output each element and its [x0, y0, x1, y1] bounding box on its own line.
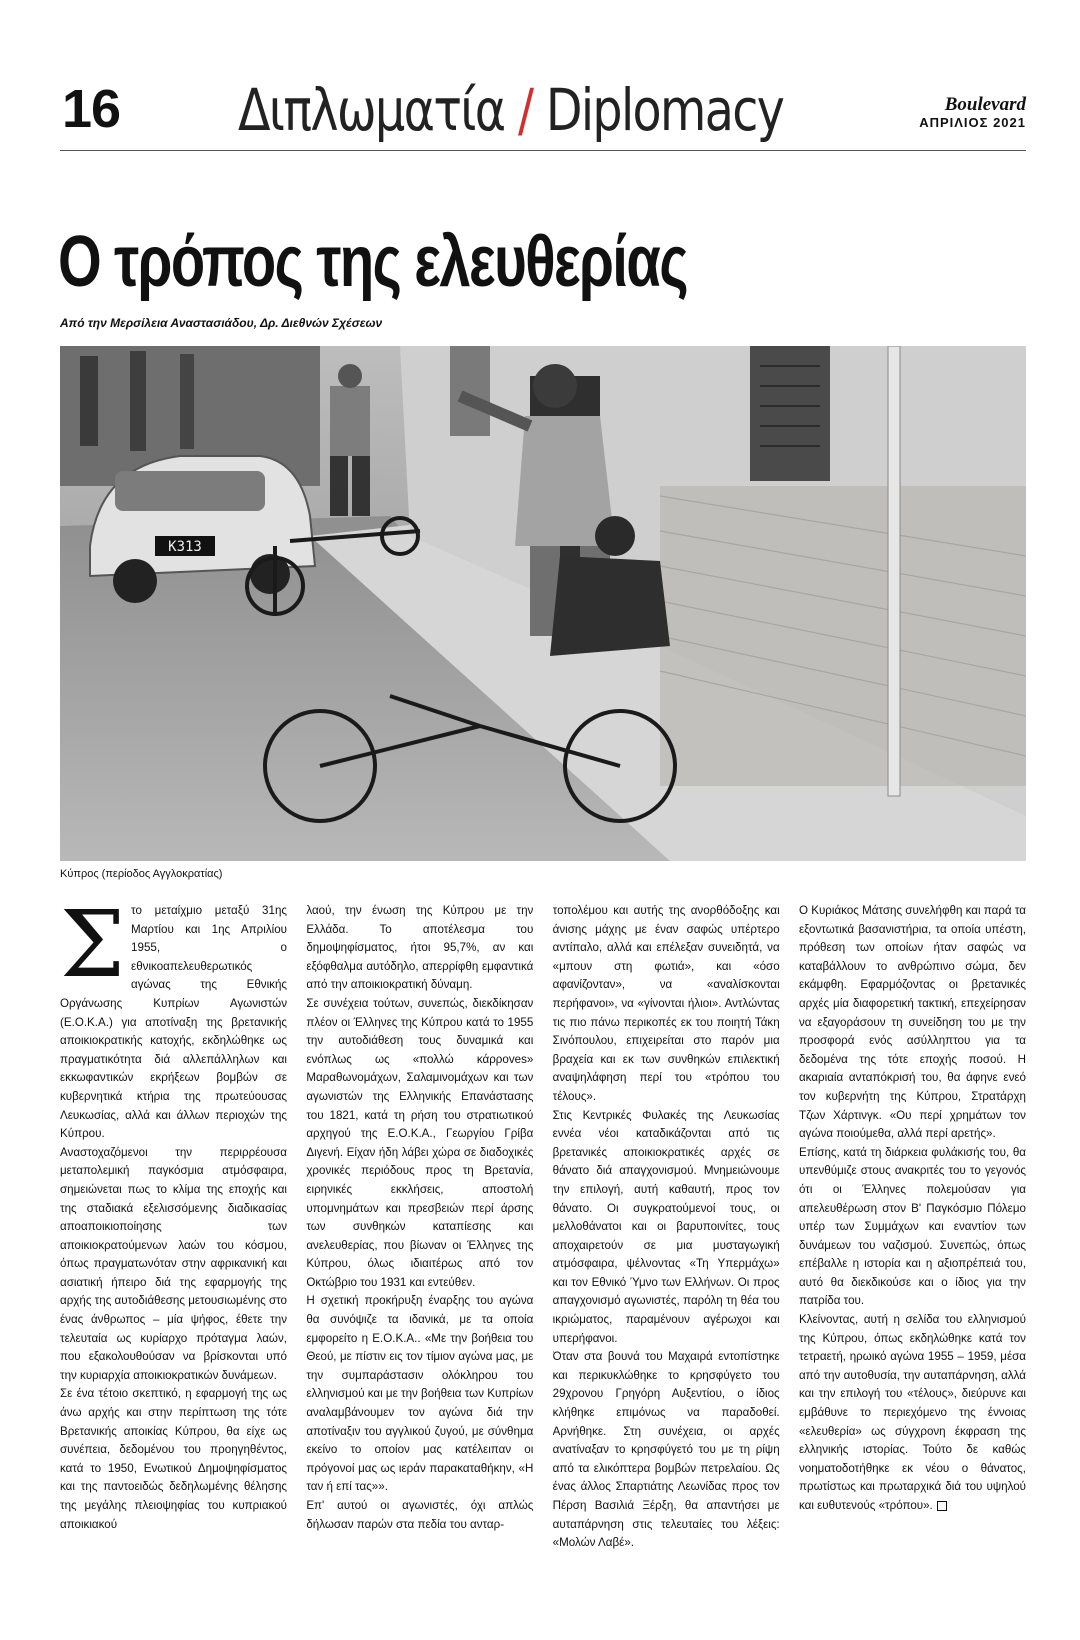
paragraph-text: Κλείνοντας, αυτή η σελίδα του ελληνισμού της Κύπρου, όπως εκδηλώθηκε κατά τον τετραετή, ηρωικό αγώνα 1955 – 1959, μέσα από την αυτοθυσία, την αυταπάρνηση, αλλά και την επιλογή του «τέλους», διεύρυνε και εμβάθυνε το περιεχόμενο της έννοιας «ελευθερία» ως σύγχρονη έκφραση της ελληνικής ιστορίας. Τούτο δε καθώς νοηματοδοτήθηκε εκ νέου ο θάνατος, πρωτίστως και πρωταρχικά διά του υψηλού και ευθυτενούς «τρόπου». [798, 1313, 1026, 1512]
paragraph: Σε ένα τέτοιο σκεπτικό, η εφαρμογή της ως άνω αρχής και στην περίπτωση της τότε Βρετανικής αποικίας Κύπρου, θα είχε ως συνέπεια, δεδομένου του προηγηθέντος, κατά το 1950, Ενωτικού Δημοψηφίσματος και της παντοειδώς δεδηλωμένης θέλησης της μεγάλης πλειοψηφίας του κυπριακού αποικιακού [60, 1387, 287, 1531]
paragraph [799, 1311, 1026, 1516]
paragraph: Σε συνέχεια τούτων, συνεπώς, διεκδίκησαν πλέον οι Έλληνες της Κύπρου κατά το 1955 την αυτοδιάθεση τους δυναμικά και ενόπλως ως «πολλώ κάρροves» Μαραθωνομάχων, Σαλαμινομάχων και των αγωνιστών της Ελληνικής Επανάστασης του 1821, κατά τη ρήση του στρατιωτικού αρχηγού της Ε.Ο.Κ.Α., Γεωργίου Γρίβα Διγενή. Είχαν ήδη λάβει χώρα σε διαδοχικές χρονικές περιόδους προς τη Βρετανία, ειρηνικές εκκλήσεις, αποστολή υπομνημάτων και πρεσβειών περί άρσης των συνθηκών καταπίεσης και ανελευθερίας, που βίωναν οι Έλληνες της Κύπρου, όλως ιδιαιτέρως από τον Οκτώβριο του 1931 και εντεύθεν. [306, 996, 534, 1289]
paragraph: Όταν στα βουνά του Μαχαιρά εντοπίστηκε και περικυκλώθηκε το κρησφύγετο του 29χρονου Γρηγόρη Αυξεντίου, ο ίδιος κλήθηκε επιμόνως να παραδοθεί. Αρνήθηκε. Στη συνέχεια, οι αρχές ανατίναξαν το κρησφύγετό του με τη ρίψη από τα ελικόπτερα βομβών πετρελαίου. Ως ένας άλλος Σπαρτιάτης Λεωνίδας προς τον Πέρση Βασιλιά Ξέρξη, θα απαντήσει με αυταπάρνηση στις τελευταίες του λέξεις: «Μολών Λαβέ». [552, 1350, 780, 1550]
article-column-4 [799, 902, 1026, 1612]
article-photo [60, 346, 1026, 861]
article-byline: Από την Μερσίλεια Αναστασιάδου, Δρ. Διεθνών Σχέσεων [60, 316, 383, 330]
article-column-3 [553, 902, 780, 1612]
section-title-greek: Διπλωματία [238, 76, 505, 144]
end-mark-icon [937, 1501, 947, 1511]
publication-brand [919, 95, 1026, 131]
article-headline: Ο τρόπος της ελευθερίας [58, 222, 687, 302]
section-header [238, 76, 783, 144]
brand-logo: Boulevard [944, 94, 1026, 115]
license-plate: K313 [168, 539, 202, 555]
page-number: 16 [62, 79, 121, 139]
paragraph: Επ' αυτού οι αγωνιστές, όχι απλώς δήλωσαν παρών στα πεδία του ανταρ- [306, 1499, 534, 1531]
section-title-english: Diplomacy [545, 76, 784, 144]
paragraph: λαού, την ένωση της Κύπρου με την Ελλάδα. Το αποτέλεσμα του δημοψηφίσματος, ήτοι 95,7%, αν και εξόφθαλμα αυτόδηλο, απερρίφθη εμφαντικά από την αποικιοκρατική δύναμη. [306, 904, 534, 992]
photo-illustration [60, 346, 1026, 861]
paragraph: Στις Κεντρικές Φυλακές της Λευκωσίας εννέα νέοι καταδικάζονται από τις βρετανικές αποικιοκρατικές αρχές σε θάνατο διά απαγχονισμού. Μνημειώνουμε την επιλογή, αυτή καθαυτή, προς τον θάνατο. Οι συγκρατούμενοί τους, οι μελλοθάνατοι και οι βαρυποινίτες, τους αποχαιρετούν σε μια μυσταγωγική ατμόσφαιρα, ψέλνοντας «Τη Υπερμάχω» και τον Εθνικό Ύμνο των Ελλήνων. Οι προς απαγχονισμό αγωνιστές, παρόλη τη θέα του ικριώματος, παραμένουν αγέρωχοι και υπερήφανοι. [552, 1108, 780, 1345]
paragraph: Η σχετική προκήρυξη έναρξης του αγώνα θα συνόψιζε τα ιδανικά, με τα οποία εμφορείτο η Ε.Ο.Κ.Α.. «Με την βοήθεια του Θεού, με πίστιν εις τον τίμιον αγώνα μας, με την συμπαράστασιν ολόκληρου του ελληνισμού και με την βοήθεια των Κυπρίων αναλαμβάνουμεν τον αγώνα διά την αποτίναξιν του αγγλικού ζυγού, με σύνθημα εκείνο το οποίον μας κατέλειπαν οι πρόγονοί μας ως ιεράν παρακαταθήκην, «Η ταν ή επί τας»». [306, 1294, 534, 1494]
header-divider [60, 150, 1026, 151]
paragraph: Ο Κυριάκος Μάτσης συνελήφθη και παρά τα εξοντωτικά βασανιστήρια, τα οποία υπέστη, πρόθεση των οποίων ήταν σαφώς να καταβάλλουν το ανθρώπινο σώμα, δεν εκάμφθη. Εφαρμόζοντας οι βρετανικές αρχές μία διαφορετική τακτική, επεχείρησαν να εξαγοράσουν τη συνείδηση του με την προσφορά ενός ασύλληπτου για τα δεδομένα της τότε εποχής ποσού. Η ακαριαία ανταπόκρισή του, θα άφηνε ενεό τον κυβερνήτη της Κύπρου, Στρατάρχη Τζων Χάρτινγκ. «Ου περί χρημάτων τον αγώνα ποιούμεθα, αλλά περί αρετής». [798, 904, 1026, 1141]
paragraph: τοπολέμου και αυτής της ανορθόδοξης και άνισης μάχης με έναν σαφώς υπέρτερο αντίπαλο, αλλά και επέλεξαν συνειδητά, να «μπουν στη φωτιά», και «όσο αφανίζονταν», να «αναλίσκονται περήφανοι», να «γίνονται ήλιοι». Αντλώντας τις πιο πάνω περικοπές εκ του ποιητή Τάκη Σινόπουλου, επιχειρείται στο παρόν μια βραχεία και εκ των συνθηκών επιλεκτική αναψηλάφηση περί του «τρόπου του τέλους». [552, 904, 780, 1103]
drop-cap: Σ [60, 902, 126, 998]
article-column-2 [306, 902, 533, 1612]
photo-caption: Κύπρος (περίοδος Αγγλοκρατίας) [60, 868, 223, 880]
issue-date: ΑΠΡΙΛΙΟΣ 2021 [919, 115, 1026, 130]
paragraph: το μεταίχμιο μεταξύ 31ης Μαρτίου και 1ης Απριλίου 1955, ο εθνικοαπελευθερωτικός αγώνας της Εθνικής Οργάνωσης Κυπρίων Αγωνιστών (Ε.Ο.Κ.Α.) για αποτίναξη της βρετανικής αποικιοκρατικής κατοχής, εκδηλώθηκε ως πραγματικότητα διά αλλεπάλληλων και εκκωφαντικών εκρήξεων βομβών σε κυβερνητικά κτήρια της πρωτεύουσας Λευκωσίας, αλλά και άλλων περιοχών της Κύπρου. [60, 904, 287, 1141]
article-body [60, 902, 1026, 1612]
paragraph: Αναστοχαζόμενοι την περιρρέουσα μεταπολεμική παγκόσμια ατμόσφαιρα, σημειώνεται πως το κλίμα της εποχής και της σταδιακά εξελισσόμενης διαδικασίας αποαποικιοποίησης των αποικιοκρατούμενων λαών του κόσμου, όπως πραγματωνόταν στην αφρικανική και ασιατική ήπειρο διά της εφαρμογής της αρχής της αυτοδιάθεσης μετουσιωμένης στο ένας άνθρωπος – μία ψήφος, έθετε την τελευταία ως κυρίαρχο πρόταγμα λαών, που εξακολουθούσαν να βρίσκονται υπό την κυριαρχία αποικιοκρατικών δυνάμεων. [60, 1145, 287, 1382]
paragraph: Επίσης, κατά τη διάρκεια φυλάκισής του, θα υπενθύμιζε στους ανακριτές του το γεγονός ότι οι Έλληνες πολεμούσαν για απελευθέρωση στον Β' Παγκόσμιο Πόλεμο υπέρ των Συμμάχων και εναντίον των δυνάμεων του ναζισμού. Συνεπώς, όπως επέβαλλε η ιστορία και η αξιοπρέπειά του, αυτό θα διεκδικούσε και ο ίδιος για την πατρίδα του. [798, 1145, 1026, 1308]
article-column-1 [60, 902, 287, 1612]
section-separator: / [518, 76, 533, 144]
